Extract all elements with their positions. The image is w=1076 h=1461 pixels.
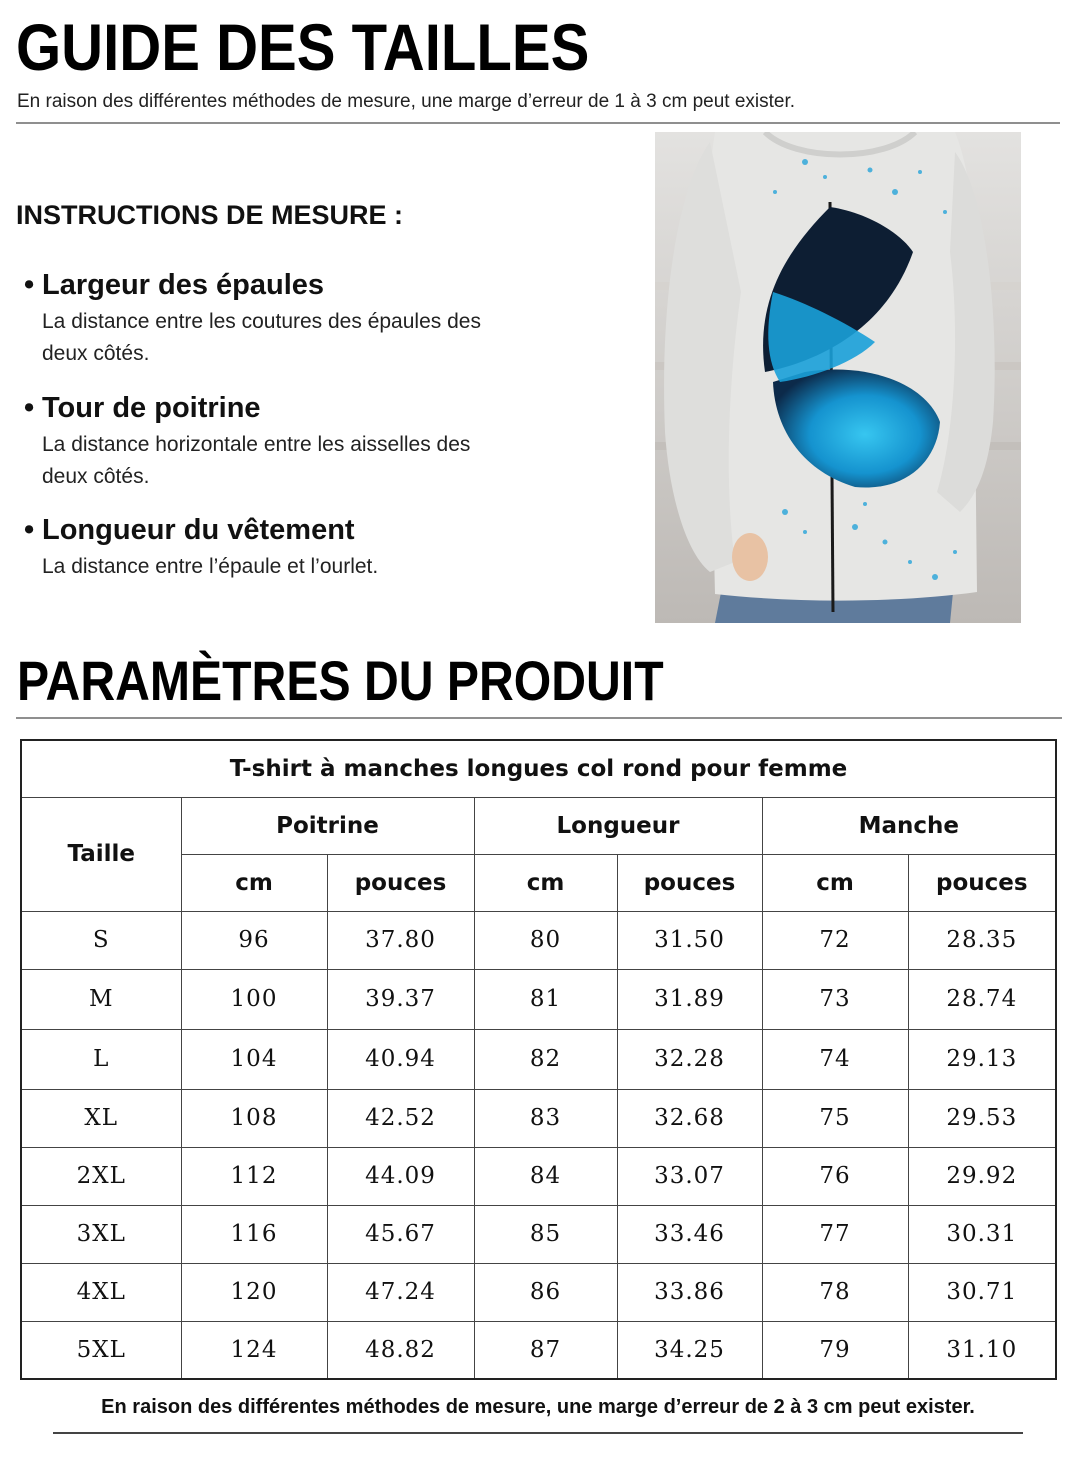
measurement-cell: 86 [474, 1263, 617, 1321]
measurement-cell: 30.71 [908, 1263, 1056, 1321]
measurement-cell: 28.35 [908, 911, 1056, 969]
column-group-chest: Poitrine [181, 797, 474, 854]
size-cell: M [21, 969, 181, 1029]
measurement-cell: 72 [762, 911, 908, 969]
footer-margin-note: En raison des différentes méthodes de mesure, une marge d’erreur de 2 à 3 cm peut exister. [101, 1396, 975, 1418]
measurement-cell: 31.89 [617, 969, 762, 1029]
measurement-cell: 29.92 [908, 1147, 1056, 1205]
measurement-cell: 76 [762, 1147, 908, 1205]
measurement-cell: 104 [181, 1029, 327, 1089]
measurement-cell: 84 [474, 1147, 617, 1205]
measurement-cell: 29.13 [908, 1029, 1056, 1089]
table-row [21, 1147, 1056, 1205]
bullet-icon: • [24, 392, 35, 424]
measurement-cell: 31.50 [617, 911, 762, 969]
table-row [21, 911, 1056, 969]
measurement-cell: 32.28 [617, 1029, 762, 1089]
measurement-cell: 34.25 [617, 1321, 762, 1379]
instruction-title: Tour de poitrine [42, 392, 261, 424]
instruction-description: La distance horizontale entre les aisselles des deux côtés. [42, 433, 471, 488]
product-name: T-shirt à manches longues col rond pour femme [21, 740, 1056, 797]
column-header-size: Taille [21, 797, 181, 911]
column-header-unit: pouces [617, 854, 762, 911]
measurement-cell: 44.09 [327, 1147, 474, 1205]
column-header-unit: cm [762, 854, 908, 911]
measurement-cell: 77 [762, 1205, 908, 1263]
product-photo [655, 132, 1021, 623]
measurement-cell: 82 [474, 1029, 617, 1089]
table-row [21, 1029, 1056, 1089]
measurement-cell: 124 [181, 1321, 327, 1379]
measurement-cell: 100 [181, 969, 327, 1029]
params-divider [16, 717, 1062, 719]
measurement-cell: 96 [181, 911, 327, 969]
size-table [20, 739, 1057, 1380]
instruction-description: La distance entre les coutures des épaules des deux côtés. [42, 310, 481, 365]
measurement-margin-note: En raison des différentes méthodes de mesure, une marge d’erreur de 1 à 3 cm peut exister. [17, 91, 796, 112]
size-cell: L [21, 1029, 181, 1089]
table-row [21, 1263, 1056, 1321]
size-cell: S [21, 911, 181, 969]
table-row [21, 1205, 1056, 1263]
table-row [21, 1089, 1056, 1147]
size-cell: 2XL [21, 1147, 181, 1205]
measurement-cell: 37.80 [327, 911, 474, 969]
header-divider [16, 122, 1060, 124]
measurement-cell: 33.86 [617, 1263, 762, 1321]
measurement-cell: 39.37 [327, 969, 474, 1029]
bullet-icon: • [24, 514, 35, 546]
column-header-unit: pouces [327, 854, 474, 911]
table-row [21, 1321, 1056, 1379]
size-cell: 5XL [21, 1321, 181, 1379]
column-group-sleeve: Manche [762, 797, 1056, 854]
measurement-cell: 78 [762, 1263, 908, 1321]
table-row [21, 969, 1056, 1029]
measurement-cell: 108 [181, 1089, 327, 1147]
measurement-cell: 33.07 [617, 1147, 762, 1205]
measurement-cell: 79 [762, 1321, 908, 1379]
measurement-cell: 42.52 [327, 1089, 474, 1147]
size-cell: XL [21, 1089, 181, 1147]
measurement-cell: 120 [181, 1263, 327, 1321]
instruction-shoulder-width [24, 266, 584, 370]
size-cell: 3XL [21, 1205, 181, 1263]
measurement-cell: 112 [181, 1147, 327, 1205]
page-title: GUIDE DES TAILLES [16, 10, 590, 84]
measurement-cell: 40.94 [327, 1029, 474, 1089]
instruction-title: Longueur du vêtement [42, 514, 355, 546]
column-header-unit: pouces [908, 854, 1056, 911]
measurement-cell: 48.82 [327, 1321, 474, 1379]
measurement-cell: 28.74 [908, 969, 1056, 1029]
measurement-cell: 116 [181, 1205, 327, 1263]
params-title: PARAMÈTRES DU PRODUIT [17, 649, 664, 712]
measurement-cell: 30.31 [908, 1205, 1056, 1263]
measurement-cell: 73 [762, 969, 908, 1029]
instruction-length [24, 511, 584, 583]
column-group-length: Longueur [474, 797, 762, 854]
measurement-cell: 32.68 [617, 1089, 762, 1147]
column-header-unit: cm [181, 854, 327, 911]
size-cell: 4XL [21, 1263, 181, 1321]
measurement-cell: 31.10 [908, 1321, 1056, 1379]
footer-divider [53, 1432, 1023, 1434]
instruction-chest [24, 389, 584, 493]
measurement-cell: 29.53 [908, 1089, 1056, 1147]
measurement-cell: 80 [474, 911, 617, 969]
instructions-heading: INSTRUCTIONS DE MESURE : [16, 200, 404, 230]
measurement-cell: 83 [474, 1089, 617, 1147]
size-rows [21, 911, 1056, 1379]
butterfly-print-shirt-photo [655, 132, 1021, 623]
table-caption-row [21, 740, 1056, 797]
measurement-cell: 81 [474, 969, 617, 1029]
instruction-title: Largeur des épaules [42, 269, 325, 301]
table-group-header-row [21, 797, 1056, 854]
column-header-unit: cm [474, 854, 617, 911]
measurement-cell: 75 [762, 1089, 908, 1147]
measurement-cell: 47.24 [327, 1263, 474, 1321]
measurement-cell: 85 [474, 1205, 617, 1263]
measurement-cell: 87 [474, 1321, 617, 1379]
measurement-cell: 33.46 [617, 1205, 762, 1263]
measurement-cell: 74 [762, 1029, 908, 1089]
bullet-icon: • [24, 269, 35, 301]
measurement-cell: 45.67 [327, 1205, 474, 1263]
instruction-description: La distance entre l’épaule et l’ourlet. [42, 555, 379, 578]
